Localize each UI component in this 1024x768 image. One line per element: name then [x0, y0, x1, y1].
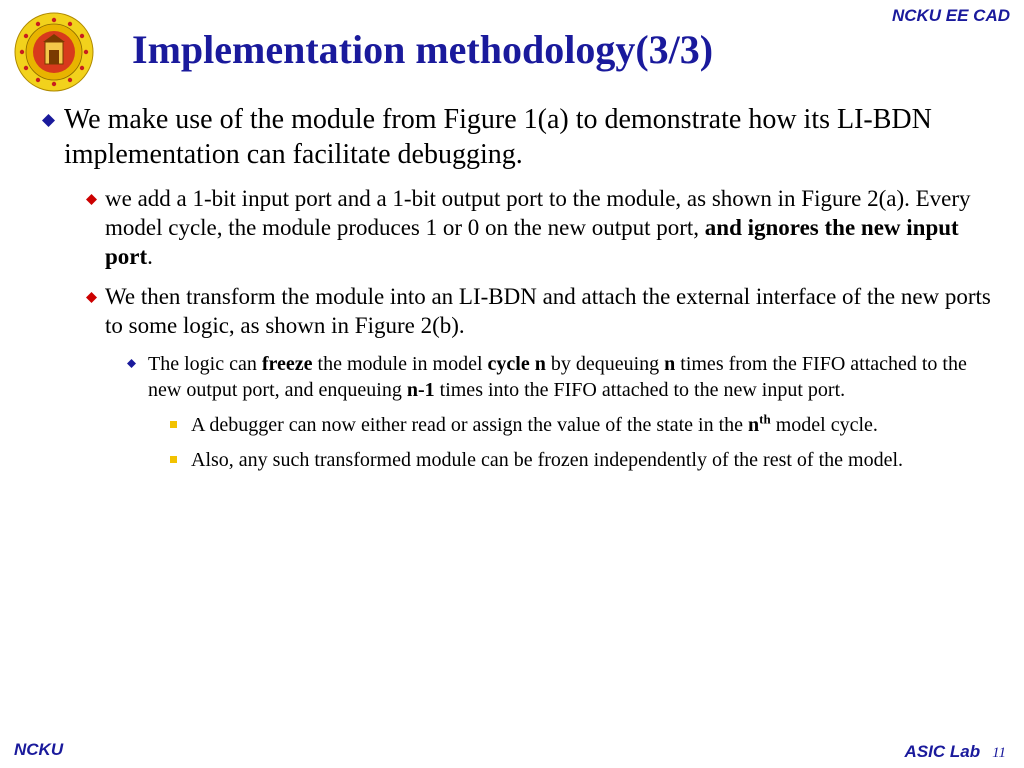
superscript-text: th: [759, 411, 771, 427]
diamond-bullet-icon: [42, 114, 55, 127]
bullet-bold-text: n-1: [406, 379, 435, 401]
page-number: 11: [992, 745, 1006, 761]
bullet-text: model cycle.: [770, 414, 878, 436]
square-bullet-icon: [170, 456, 177, 463]
bullet-text: we add a 1-bit input port and a 1-bit output port to the module, as shown in Figure 2(a). Every model cycle, the module produces 1 or 0 on the new output port,: [105, 186, 971, 240]
bullet-text: We then transform the module into an LI-BDN and attach the external interface of the new ports to some logic, as shown in Figure 2(b).: [105, 284, 991, 338]
bullet-bold-text: cycle n: [487, 353, 546, 375]
bullet-bold-text: and ignores the new input port: [105, 215, 959, 269]
bullet-text: times into the FIFO attached to the new input port.: [434, 379, 846, 401]
slide-title: Implementation methodology(3/3): [132, 27, 714, 72]
bullet-text: A debugger can now either read or assign the value of the state in the: [191, 414, 749, 436]
footer-lab-label: [905, 742, 1006, 762]
diamond-bullet-icon: [86, 194, 97, 205]
diamond-bullet-icon: [127, 359, 136, 368]
bullet-text: Also, any such transformed module can be frozen independently of the rest of the model.: [191, 449, 904, 471]
bullet-level3-item: [127, 351, 995, 403]
footer-org-label: NCKU: [14, 740, 64, 759]
bullet-text: by dequeuing: [545, 353, 665, 375]
bullet-text: times from the FIFO attached to the new output port, and enqueuing: [148, 353, 967, 401]
bullet-text: The logic can: [148, 353, 262, 375]
bullet-level2-item: [86, 184, 995, 271]
slide-content: [40, 102, 995, 482]
bullet-bold-text: n: [748, 414, 760, 436]
bullet-text: the module in model: [312, 353, 488, 375]
bullet-level1-item: [40, 102, 995, 172]
footer-lab-name: ASIC Lab: [904, 742, 981, 761]
bullet-bold-text: n: [664, 353, 676, 375]
bullet-level4-item: [170, 412, 995, 438]
bullet-text: We make use of the module from Figure 1(a) to demonstrate how its LI-BDN implementation can facilitate debugging.: [64, 104, 932, 170]
diamond-bullet-icon: [86, 292, 97, 303]
bullet-text-end: .: [147, 244, 153, 269]
ncku-seal-logo: [14, 12, 94, 92]
bullet-bold-text: freeze: [261, 353, 313, 375]
header-org-label: NCKU EE CAD: [891, 6, 1010, 25]
square-bullet-icon: [170, 421, 177, 428]
bullet-level4-item: [170, 447, 995, 473]
bullet-level2-item: [86, 282, 995, 340]
